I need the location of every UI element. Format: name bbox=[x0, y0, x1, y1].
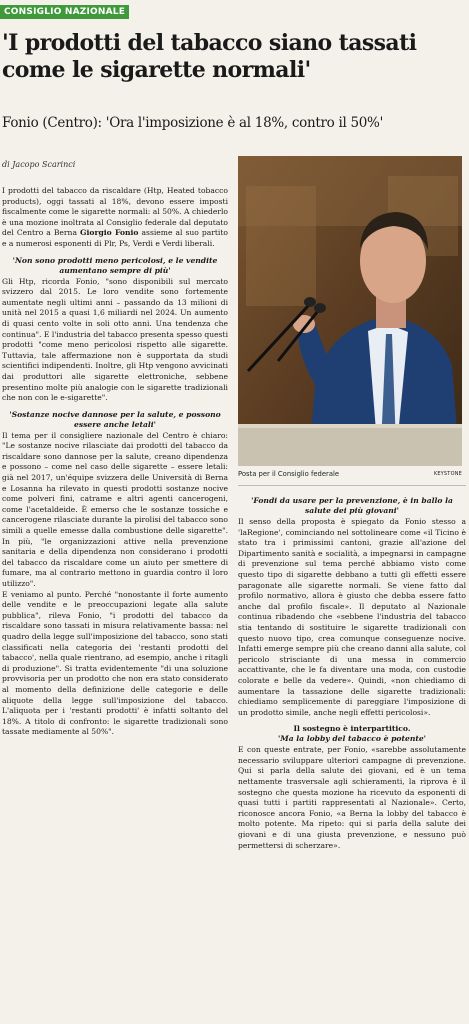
section-heading-3: 'Fondi da usare per la prevenzione, è in ballo la salute dei più giovani' bbox=[251, 496, 453, 515]
politician-at-podium-illustration bbox=[238, 156, 462, 466]
section-2-text: Il tema per il consigliere nazionale del Centro è chiaro: "Le sostanze nocive rilasciate dai prodotti del tabacco da riscaldare sono dannose per la salute, creano dipendenza e possono – come nel caso delle sigarette – essere letali: già nel 2017, un'équipe svizzera delle Università di Berna e Losanna ha rilevato in questi prodotti sostanze nocive come polveri fini, catrame e altri agenti cancerogeni, come l'acetaldeide. È emerso che le sostanze tossiche e cancerogene rilasciate durante la pirolisi del tabacco sono simili a quelle emesse dalla combustione delle sigarette". In più, "le organizzazioni attive nella prevenzione sanitaria e della dipendenza non considerano i prodotti del tabacco da riscaldare come un aiuto per smettere di fumare, ma al contrario mettono in guardia contro il loro utilizzo". bbox=[2, 430, 228, 588]
byline: di Jacopo Scarinci bbox=[2, 160, 76, 169]
article-photo bbox=[238, 156, 462, 466]
section-heading-1: 'Non sono prodotti meno pericolosi, e le vendite aumentano sempre di più' bbox=[12, 255, 218, 275]
section-3-text: Il senso della proposta è spiegato da Fonio stesso a 'laRegione', cominciando nel sottolineare come «il Ticino è stato tra i primissimi cantoni, grazie all'azione del Dipartimento sanità e socialità, a impegnarsi in campagne di prevenzione sul tema perché abbiamo visto come questo tipo di sigarette debbano a tutti gli effetti essere paragonate alle sigarette normali. Se viene fatto dal profilo normativo, allora è giusto che debba essere fatto anche dal profilo fiscale». Il deputato al Nazionale continua ribadendo che «sebbene l'industria del tabacco stia tentando di sostituire le sigarette tradizionali con questo nuovo tipo, crea comunque conseguenze nocive. Infatti emerge sempre più che creano danni alla salute, col pericolo strisciante di una messa in commercio accattivante, che le fa diventare una moda, con custodie colorate e belle da vedere». Quindi, «non chiediamo di aumentare la tassazione delle sigarette tradizionali: chiediamo semplicemente di pareggiare l'imposizione di un prodotto simile, anche negli effetti pericolosi». bbox=[238, 517, 466, 717]
intro-paragraph: I prodotti del tabacco da riscaldare (Htp, Heated tobacco products), oggi tassati al 18%, devono essere imposti fiscalmente come le sigarette normali: al 50%. A chiederlo è una mozione inoltrata al Consiglio federale dal deputato del Centro a Berna Giorgio Fonio assieme al suo partito e a numerosi esponenti di Plr, Ps, Verdi e Verdi liberali. bbox=[2, 186, 228, 248]
right-column bbox=[238, 496, 466, 851]
divider bbox=[238, 485, 466, 486]
section-4-text: E con queste entrate, per Fonio, «sarebbe assolutamente necessario sviluppare ulteriori campagne di prevenzione. Qui si parla della salute dei giovani, ed è un tema nettamente trasversale agli schieramenti, la riprova è il sostegno che questa mozione ha ricevuto da esponenti di quasi tutti i partiti rappresentati al Nazionale». Certo, riconosce ancora Fonio, «a Berna la lobby del tabacco è molto potente. Ma ripeto: qui si parla della salute dei giovani e di una giusta prevenzione, e nessuno può permettersi di scherzare». bbox=[238, 745, 466, 850]
headline: 'I prodotti del tabacco siano tassati come le sigarette normali' bbox=[2, 30, 417, 83]
section-heading-4b: 'Ma la lobby del tabacco è potente' bbox=[277, 734, 427, 744]
subheadline: Fonio (Centro): 'Ora l'imposizione è al 18%, contro il 50%' bbox=[2, 115, 383, 131]
section-kicker: CONSIGLIO NAZIONALE bbox=[0, 5, 129, 19]
left-column bbox=[2, 186, 228, 738]
photo-credit: KEYSTONE bbox=[433, 471, 462, 477]
section-heading-4a: Il sostegno è interpartitico. bbox=[293, 724, 411, 734]
politician-name: Giorgio Fonio bbox=[80, 228, 139, 238]
section-1-text: Gli Htp, ricorda Fonio, "sono disponibili sul mercato svizzero dal 2015. Le loro vendite sono fortemente aumentate negli ultimi anni – passando da 13 milioni di unità nel 2015 a quasi 1,6 miliardi nel 2024. Un aumento di quasi cento volte in soli otto anni. Una tendenza che continua". E l'industria del tabacco presenta spesso questi prodotti "come meno pericolosi rispetto alle sigarette. Tuttavia, tale affermazione non è supportata da studi scientifici indipendenti. Inoltre, gli Htp vengono avvicinati dai produttori alle sigarette elettroniche, sebbene presentino molte più analogie con le sigarette tradizionali che non con le e-sigarette". bbox=[2, 276, 228, 403]
section-2-text-continued: E veniamo al punto. Perché "nonostante il forte aumento delle vendite e le preoccupazioni legate alla salute pubblica", rileva Fonio, "i prodotti del tabacco da riscaldare sono tassati in misura relativamente bassa: nel quadro della legge sull'imposizione del tabacco, sono stati classificati nella categoria dei 'restanti prodotti del tabacco', nella quale rientrano, ad esempio, anche i ritagli di produzione". Si tratta evidentemente "di una soluzione provvisoria per un prodotto che non era stato considerato al momento della definizione delle categorie e delle aliquote della legge sull'imposizione del tabacco. L'aliquota per i 'restanti prodotti' è infatti soltanto del 18%. A titolo di confronto: le sigarette tradizionali sono tassate mediamente al 50%". bbox=[2, 589, 228, 737]
section-heading-2: 'Sostanze nocive dannose per la salute, e possono essere anche letali' bbox=[9, 409, 221, 429]
photo-caption: Posta per il Consiglio federale KEYSTONE bbox=[238, 470, 462, 478]
